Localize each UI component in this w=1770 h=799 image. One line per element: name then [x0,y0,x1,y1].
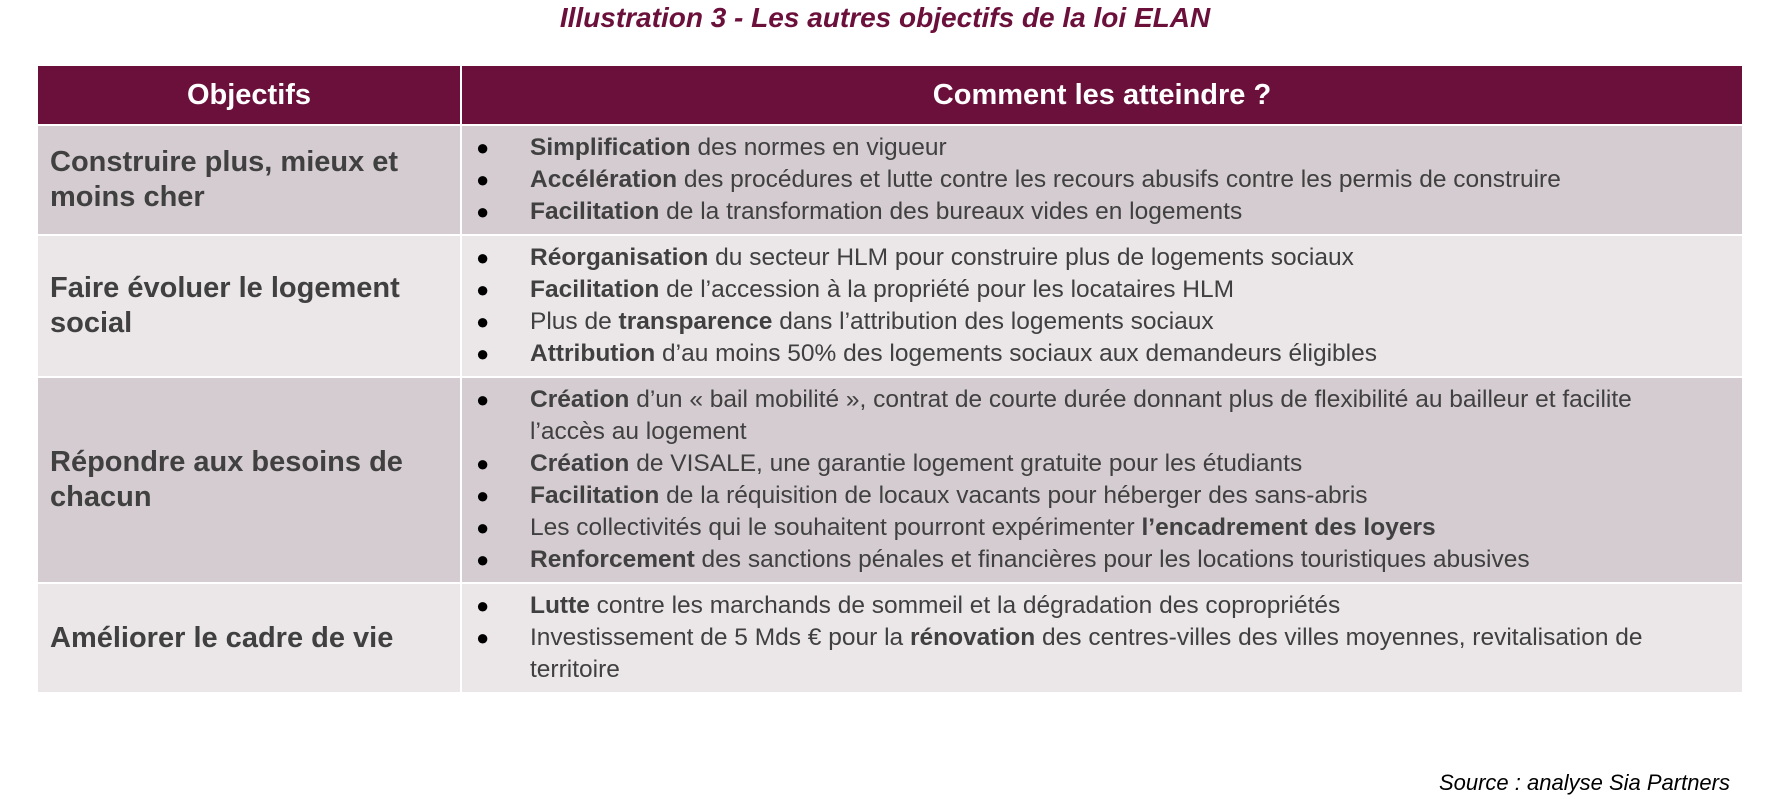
list-item [472,338,1702,370]
item-text: contre les marchands de sommeil et la dégradation des copropriétés [589,592,1341,619]
bullet-icon: ● [476,387,490,412]
item-keyword: rénovation [909,624,1036,651]
item-keyword: Création [530,386,630,413]
bullet-icon: ● [476,277,490,302]
list-item [472,512,1702,544]
actions-list [472,590,1702,686]
actions-cell [461,235,1743,377]
objectives-table [36,64,1744,694]
item-text: du secteur HLM pour construire plus de logements sociaux [708,244,1354,271]
figure-title: Illustration 3 - Les autres objectifs de la loi ELAN [559,2,1211,33]
item-text: des centres-villes des villes moyennes, revitalisation de territoire [530,624,1643,683]
item-keyword: Création [530,450,630,477]
objective-cell: Faire évoluer le logement social [37,235,461,377]
objective-cell: Construire plus, mieux et moins cher [37,125,461,235]
item-text-pre: Plus de [530,308,619,335]
item-text: d’un « bail mobilité », contrat de courte durée donnant plus de flexibilité au bailleur et facilite l’accès au logement [530,386,1632,445]
list-item [472,132,1702,164]
bullet-icon: ● [476,451,490,476]
objective-cell: Répondre aux besoins de chacun [37,377,461,583]
item-text: de VISALE, une garantie logement gratuite pour les étudiants [629,450,1303,477]
item-keyword: Réorganisation [530,244,709,271]
table-row [37,235,1743,377]
item-text: de la réquisition de locaux vacants pour héberger des sans-abris [659,482,1368,509]
actions-list [472,384,1702,576]
actions-list [472,132,1702,228]
list-item [472,196,1702,228]
list-item [472,590,1702,622]
item-keyword: Facilitation [530,482,660,509]
list-item [472,622,1702,686]
bullet-icon: ● [476,515,490,540]
table-row [37,125,1743,235]
actions-cell [461,125,1743,235]
bullet-icon: ● [476,547,490,572]
bullet-icon: ● [476,135,490,160]
list-item [472,274,1702,306]
item-keyword: l’encadrement des loyers [1141,514,1436,541]
item-text: d’au moins 50% des logements sociaux aux demandeurs éligibles [655,340,1377,367]
item-keyword: transparence [618,308,773,335]
item-text: de la transformation des bureaux vides en logements [659,198,1243,225]
item-text: dans l’attribution des logements sociaux [772,308,1214,335]
actions-cell [461,377,1743,583]
item-keyword: Simplification [530,134,691,161]
item-keyword: Facilitation [530,276,660,303]
bullet-icon: ● [476,341,490,366]
list-item [472,384,1702,448]
bullet-icon: ● [476,309,490,334]
table-row [37,377,1743,583]
header-how: Comment les atteindre ? [461,65,1743,125]
item-text: de l’accession à la propriété pour les locataires HLM [659,276,1235,303]
item-keyword: Facilitation [530,198,660,225]
item-text: des procédures et lutte contre les recours abusifs contre les permis de construire [677,166,1561,193]
item-text: des sanctions pénales et financières pour les locations touristiques abusives [694,546,1530,573]
item-keyword: Renforcement [530,546,695,573]
actions-cell [461,583,1743,693]
source-note: Source : analyse Sia Partners [1438,770,1730,795]
list-item [472,164,1702,196]
objective-cell: Améliorer le cadre de vie [37,583,461,693]
bullet-icon: ● [476,167,490,192]
item-keyword: Lutte [530,592,590,619]
bullet-icon: ● [476,625,490,650]
header-objectives: Objectifs [37,65,461,125]
item-keyword: Accélération [530,166,678,193]
list-item [472,306,1702,338]
list-item [472,544,1702,576]
actions-list [472,242,1702,370]
item-text: des normes en vigueur [690,134,947,161]
list-item [472,242,1702,274]
table-header-row [37,65,1743,125]
item-text-pre: Investissement de 5 Mds € pour la [530,624,910,651]
bullet-icon: ● [476,199,490,224]
list-item [472,448,1702,480]
item-keyword: Attribution [530,340,656,367]
bullet-icon: ● [476,593,490,618]
list-item [472,480,1702,512]
bullet-icon: ● [476,245,490,270]
bullet-icon: ● [476,483,490,508]
item-text-pre: Les collectivités qui le souhaitent pourront expérimenter [530,514,1142,541]
table-row [37,583,1743,693]
